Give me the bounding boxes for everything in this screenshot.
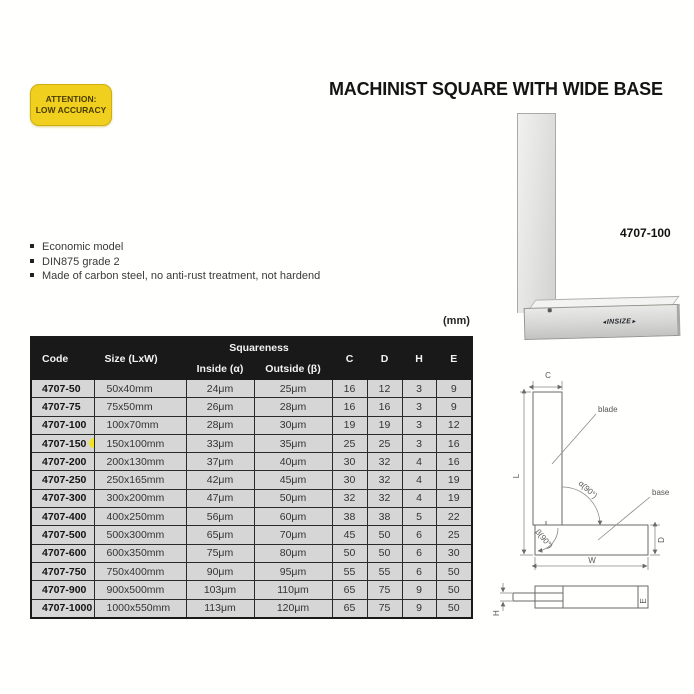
- insize-logo: ◂ INSIZE ▸: [602, 318, 635, 326]
- dim-label-d: D: [657, 537, 666, 543]
- cell-size: 300x200mm: [94, 489, 186, 507]
- cell-inside: 75μm: [186, 544, 254, 562]
- cell-h: 3: [402, 380, 436, 398]
- cell-code: 4707-200: [31, 453, 94, 471]
- angle-label-beta: β(90°): [533, 527, 555, 551]
- side-view-blade: [513, 593, 563, 601]
- cell-h: 6: [402, 562, 436, 580]
- cell-e: 25: [436, 526, 472, 544]
- cell-e: 12: [436, 416, 472, 434]
- cell-e: 19: [436, 489, 472, 507]
- spec-table: [30, 336, 473, 619]
- highlight-dot: [89, 438, 94, 448]
- spec-table-grid: [30, 336, 473, 619]
- page-title: MACHINIST SQUARE WITH WIDE BASE: [329, 79, 663, 99]
- cell-code: 4707-50: [31, 380, 94, 398]
- cell-code: 4707-100: [31, 416, 94, 434]
- table-row: [31, 453, 472, 471]
- cell-size: 250x165mm: [94, 471, 186, 489]
- cell-e: 16: [436, 453, 472, 471]
- table-row: [31, 416, 472, 434]
- cell-code: 4707-250: [31, 471, 94, 489]
- cell-size: 50x40mm: [94, 380, 186, 398]
- cell-inside: 103μm: [186, 581, 254, 599]
- table-row: [31, 599, 472, 618]
- cell-d: 75: [367, 599, 402, 618]
- attention-badge-line1: ATTENTION:: [45, 94, 97, 104]
- cell-h: 9: [402, 599, 436, 618]
- cell-size: 150x100mm: [94, 434, 186, 452]
- cell-e: 30: [436, 544, 472, 562]
- cell-h: 4: [402, 453, 436, 471]
- cell-h: 6: [402, 544, 436, 562]
- cell-inside: 65μm: [186, 526, 254, 544]
- feature-item: Economic model: [30, 240, 320, 255]
- cell-c: 65: [332, 581, 367, 599]
- cell-inside: 90μm: [186, 562, 254, 580]
- cell-inside: 42μm: [186, 471, 254, 489]
- cell-code: 4707-75: [31, 398, 94, 416]
- cell-size: 75x50mm: [94, 398, 186, 416]
- cell-size: 500x300mm: [94, 526, 186, 544]
- cell-c: 38: [332, 508, 367, 526]
- cell-c: 25: [332, 434, 367, 452]
- table-row: [31, 508, 472, 526]
- cell-h: 6: [402, 526, 436, 544]
- cell-code: 4707-300: [31, 489, 94, 507]
- cell-d: 50: [367, 544, 402, 562]
- cell-size: 100x70mm: [94, 416, 186, 434]
- cell-outside: 60μm: [254, 508, 332, 526]
- column-header-squareness: Squareness: [186, 337, 332, 359]
- cell-h: 4: [402, 489, 436, 507]
- cell-d: 55: [367, 562, 402, 580]
- cell-outside: 28μm: [254, 398, 332, 416]
- angle-label-alpha: α(90°): [576, 478, 600, 501]
- cell-h: 5: [402, 508, 436, 526]
- cell-h: 3: [402, 416, 436, 434]
- cell-outside: 80μm: [254, 544, 332, 562]
- cell-inside: 28μm: [186, 416, 254, 434]
- cell-c: 32: [332, 489, 367, 507]
- cell-code: 4707-400: [31, 508, 94, 526]
- cell-d: 50: [367, 526, 402, 544]
- attention-badge: [30, 84, 112, 126]
- cell-h: 4: [402, 471, 436, 489]
- cell-outside: 120μm: [254, 599, 332, 618]
- spec-table-head: [31, 337, 472, 380]
- column-header-e: E: [436, 337, 472, 380]
- table-row: [31, 398, 472, 416]
- cell-outside: 40μm: [254, 453, 332, 471]
- cell-code: 4707-900: [31, 581, 94, 599]
- cell-code: 4707-600: [31, 544, 94, 562]
- column-header-outside: Outside (β): [254, 359, 332, 380]
- cell-outside: 30μm: [254, 416, 332, 434]
- table-row: [31, 489, 472, 507]
- cell-inside: 37μm: [186, 453, 254, 471]
- cell-code: 4707-500: [31, 526, 94, 544]
- cell-c: 55: [332, 562, 367, 580]
- table-row: [31, 526, 472, 544]
- cell-d: 16: [367, 398, 402, 416]
- product-base: [523, 295, 676, 345]
- cell-h: 3: [402, 434, 436, 452]
- dim-label-l: L: [512, 473, 521, 479]
- cell-d: 75: [367, 581, 402, 599]
- table-row: [31, 544, 472, 562]
- cell-d: 38: [367, 508, 402, 526]
- cell-inside: 24μm: [186, 380, 254, 398]
- cell-inside: 33μm: [186, 434, 254, 452]
- cell-code: 4707-750: [31, 562, 94, 580]
- part-label-blade: blade: [598, 405, 618, 414]
- dim-label-c: C: [545, 371, 551, 380]
- cell-e: 9: [436, 398, 472, 416]
- table-row: [31, 434, 472, 452]
- cell-d: 12: [367, 380, 402, 398]
- cell-outside: 45μm: [254, 471, 332, 489]
- table-row: [31, 380, 472, 398]
- cell-outside: 35μm: [254, 434, 332, 452]
- cell-size: 200x130mm: [94, 453, 186, 471]
- column-header-code: Code: [31, 337, 94, 380]
- cell-size: 600x350mm: [94, 544, 186, 562]
- cell-inside: 56μm: [186, 508, 254, 526]
- cell-d: 19: [367, 416, 402, 434]
- column-header-h: H: [402, 337, 436, 380]
- cell-inside: 47μm: [186, 489, 254, 507]
- feature-list: [30, 240, 320, 284]
- cell-c: 16: [332, 398, 367, 416]
- dim-label-e: E: [639, 598, 648, 604]
- cell-code: 4707-1000: [31, 599, 94, 618]
- dim-label-w: W: [588, 556, 596, 565]
- cell-d: 25: [367, 434, 402, 452]
- cell-h: 9: [402, 581, 436, 599]
- column-header-d: D: [367, 337, 402, 380]
- spec-table-body: [31, 380, 472, 618]
- cell-outside: 110μm: [254, 581, 332, 599]
- attention-badge-line2: LOW ACCURACY: [35, 105, 107, 115]
- cell-d: 32: [367, 471, 402, 489]
- cell-e: 16: [436, 434, 472, 452]
- technical-drawing-svg: [488, 364, 694, 664]
- cell-e: 22: [436, 508, 472, 526]
- product-blade: [517, 113, 556, 313]
- side-view-base: [535, 586, 648, 608]
- cell-outside: 70μm: [254, 526, 332, 544]
- cell-outside: 25μm: [254, 380, 332, 398]
- cell-outside: 95μm: [254, 562, 332, 580]
- cell-c: 50: [332, 544, 367, 562]
- cell-d: 32: [367, 489, 402, 507]
- dim-label-h: H: [492, 610, 501, 616]
- cell-e: 9: [436, 380, 472, 398]
- cell-size: 1000x550mm: [94, 599, 186, 618]
- table-row: [31, 581, 472, 599]
- product-photo: [488, 103, 694, 353]
- cell-inside: 113μm: [186, 599, 254, 618]
- cell-c: 30: [332, 453, 367, 471]
- feature-item: DIN875 grade 2: [30, 255, 320, 270]
- cell-inside: 26μm: [186, 398, 254, 416]
- cell-e: 50: [436, 581, 472, 599]
- table-row: [31, 562, 472, 580]
- column-header-inside: Inside (α): [186, 359, 254, 380]
- column-header-c: C: [332, 337, 367, 380]
- cell-outside: 50μm: [254, 489, 332, 507]
- cell-code: 4707-150: [31, 434, 94, 452]
- cell-size: 400x250mm: [94, 508, 186, 526]
- column-header-size: Size (LxW): [94, 337, 186, 380]
- cell-c: 16: [332, 380, 367, 398]
- feature-item: Made of carbon steel, no anti-rust treatment, not hardend: [30, 269, 320, 284]
- product-code-label: 4707-100: [620, 226, 671, 240]
- cell-h: 3: [402, 398, 436, 416]
- cell-c: 65: [332, 599, 367, 618]
- cell-size: 900x500mm: [94, 581, 186, 599]
- technical-drawing: [488, 364, 694, 664]
- cell-e: 19: [436, 471, 472, 489]
- part-label-base: base: [652, 488, 670, 497]
- cell-d: 32: [367, 453, 402, 471]
- cell-e: 50: [436, 562, 472, 580]
- cell-c: 30: [332, 471, 367, 489]
- leader-base: [598, 497, 650, 540]
- units-note: (mm): [443, 315, 470, 327]
- cell-c: 19: [332, 416, 367, 434]
- cell-size: 750x400mm: [94, 562, 186, 580]
- drawing-blade-outline: [533, 392, 562, 525]
- product-pin: [548, 308, 552, 312]
- cell-e: 50: [436, 599, 472, 618]
- cell-c: 45: [332, 526, 367, 544]
- table-row: [31, 471, 472, 489]
- leader-blade: [552, 414, 596, 464]
